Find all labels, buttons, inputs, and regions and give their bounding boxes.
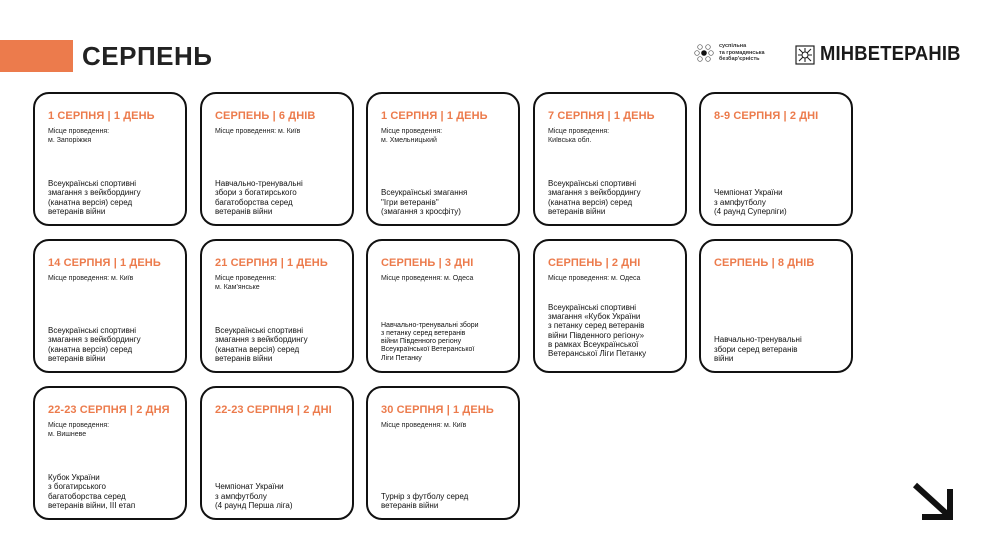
event-place: Місце проведення: м. Київ bbox=[48, 275, 134, 282]
society-logo-text: суспільна та громадянська безбар'єрність bbox=[719, 43, 765, 63]
emblem-icon bbox=[795, 45, 815, 65]
event-card bbox=[366, 386, 520, 520]
event-date: 21 СЕРПНЯ | 1 ДЕНЬ bbox=[215, 257, 328, 269]
page-title: СЕРПЕНЬ bbox=[82, 41, 213, 71]
event-card bbox=[699, 92, 853, 226]
event-place: Місце проведення: м. Кам'янське bbox=[215, 275, 277, 291]
event-card bbox=[200, 239, 354, 373]
event-title: Навчально-тренувальні збори з богатирського багатоборства серед ветеранів війни bbox=[215, 179, 303, 216]
event-title: Всеукраїнські змагання "Ігри ветеранів" (змагання з кросфіту) bbox=[381, 188, 468, 216]
event-card bbox=[366, 239, 520, 373]
event-card bbox=[33, 92, 187, 226]
event-place: Місце проведення: м. Запоріжжя bbox=[48, 128, 110, 144]
event-card bbox=[33, 386, 187, 520]
accent-bar bbox=[0, 40, 73, 72]
event-title: Чемпіонат України з ампфутболу (4 раунд Суперліги) bbox=[714, 188, 787, 216]
event-title: Навчально-тренувальні збори серед ветеранів війни bbox=[714, 335, 802, 363]
event-place: Місце проведення: м. Вишневе bbox=[48, 422, 110, 438]
event-date: 8-9 СЕРПНЯ | 2 ДНІ bbox=[714, 110, 819, 122]
event-date: 14 СЕРПНЯ | 1 ДЕНЬ bbox=[48, 257, 161, 269]
event-date: 1 СЕРПНЯ | 1 ДЕНЬ bbox=[381, 110, 488, 122]
event-date: СЕРПЕНЬ | 8 ДНІВ bbox=[714, 257, 815, 269]
event-title: Кубок України з богатирського багатоборства серед ветеранів війни, III етап bbox=[48, 473, 136, 510]
event-place: Місце проведення: м. Київ bbox=[215, 128, 301, 135]
event-card bbox=[200, 386, 354, 520]
event-date: 7 СЕРПНЯ | 1 ДЕНЬ bbox=[548, 110, 655, 122]
society-logo bbox=[694, 43, 779, 63]
arrow-down-right-icon bbox=[910, 480, 956, 522]
event-title: Навчально-тренувальні збори з петанку серед ветеранів війни Південного регіону Всеукраїнської Ветеранської Ліги Петанку bbox=[381, 321, 479, 362]
event-card bbox=[533, 239, 687, 373]
event-place: Місце проведення: м. Київ bbox=[381, 422, 467, 429]
event-date: 22-23 СЕРПНЯ | 2 ДНЯ bbox=[48, 404, 170, 416]
event-date: СЕРПЕНЬ | 2 ДНІ bbox=[548, 257, 641, 269]
event-card bbox=[533, 92, 687, 226]
event-title: Всеукраїнські спортивні змагання з вейкбордингу (канатна версія) серед ветеранів війни bbox=[548, 179, 641, 216]
event-date: СЕРПЕНЬ | 3 ДНІ bbox=[381, 257, 474, 269]
event-title: Всеукраїнські спортивні змагання з вейкбордингу (канатна версія) серед ветеранів війни bbox=[215, 326, 308, 363]
event-card bbox=[366, 92, 520, 226]
event-title: Всеукраїнські спортивні змагання з вейкбордингу (канатна версія) серед ветеранів війни bbox=[48, 326, 141, 363]
event-title: Всеукраїнські спортивні змагання з вейкбордингу (канатна версія) серед ветеранів війни bbox=[48, 179, 141, 216]
event-title: Чемпіонат України з ампфутболу (4 раунд Перша ліга) bbox=[215, 482, 293, 510]
event-date: 22-23 СЕРПНЯ | 2 ДНІ bbox=[215, 404, 332, 416]
event-card bbox=[33, 239, 187, 373]
event-title: Всеукраїнські спортивні змагання «Кубок України з петанку серед ветеранів війни Південного регіону» в рамках Всеукраїнської Ветеранської Ліги Петанку bbox=[548, 303, 647, 359]
event-card bbox=[699, 239, 853, 373]
event-date: СЕРПЕНЬ | 6 ДНІВ bbox=[215, 110, 316, 122]
event-place: Місце проведення: м. Хмельницький bbox=[381, 128, 443, 144]
event-place: Місце проведення: м. Одеса bbox=[381, 275, 474, 282]
ministry-logo-text: МІНВЕТЕРАНІВ bbox=[820, 43, 961, 65]
dots-logo-icon bbox=[694, 43, 714, 63]
event-title: Турнір з футболу серед ветеранів війни bbox=[381, 491, 469, 510]
event-card bbox=[200, 92, 354, 226]
event-date: 1 СЕРПНЯ | 1 ДЕНЬ bbox=[48, 110, 155, 122]
event-date: 30 СЕРПНЯ | 1 ДЕНЬ bbox=[381, 404, 494, 416]
event-place: Місце проведення: м. Одеса bbox=[548, 275, 641, 282]
ministry-logo bbox=[795, 43, 973, 66]
event-place: Місце проведення: Київська обл. bbox=[548, 128, 610, 144]
